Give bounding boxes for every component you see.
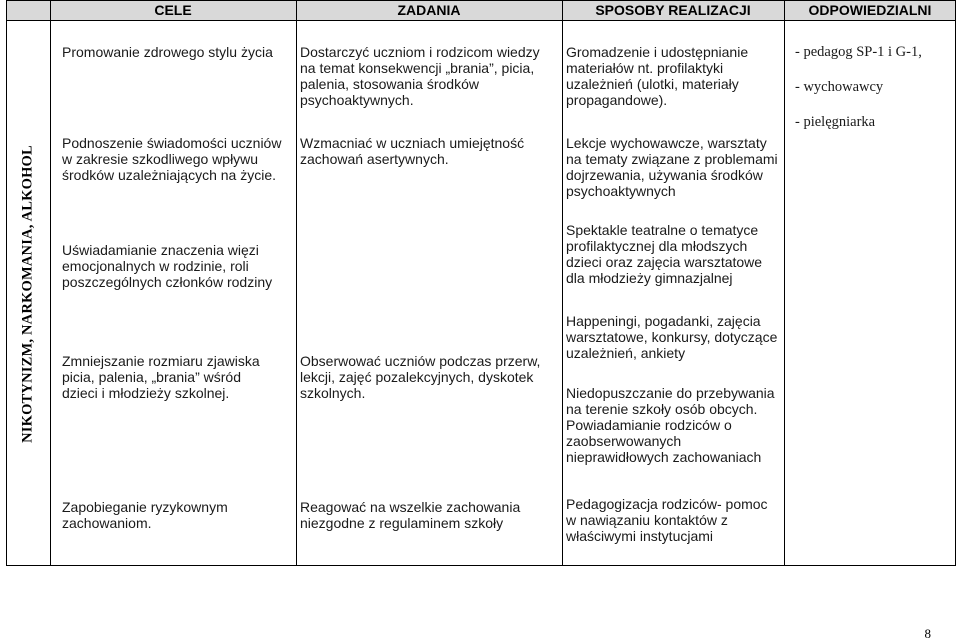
sposob-1: Gromadzenie i udostępnianie materiałów nt. profilaktyki uzależnień (ulotki, materiały propagandowe).	[566, 44, 749, 108]
plan-table	[6, 0, 956, 566]
grid-line	[50, 0, 51, 566]
odpowiedzialny-3: - pielęgniarka	[795, 114, 876, 130]
cel-4: Zmniejszanie rozmiaru zjawiska picia, palenia, „brania” wśród dzieci i młodzieży szkolnej.	[62, 353, 260, 401]
grid-line	[955, 0, 956, 566]
grid-line	[296, 0, 297, 566]
cel-1: Promowanie zdrowego stylu życia	[62, 44, 273, 60]
zadanie-1: Dostarczyć uczniom i rodzicom wiedzy na temat konsekwencji „brania”, picia, palenia, stosowania środków psychoaktywnych.	[300, 44, 540, 108]
zadanie-2: Wzmacniać w uczniach umiejętność zachowań asertywnych.	[300, 135, 525, 167]
zadanie-3: Obserwować uczniów podczas przerw, lekcji, zajęć pozalekcyjnych, dyskotek szkolnych.	[300, 353, 541, 401]
odpowiedzialny-1: - pedagog SP-1 i G-1,	[795, 44, 922, 60]
sposob-5: Niedopuszczanie do przebywania na terenie szkoły osób obcych. Powiadamianie rodziców o zaobserwowanych nieprawidłowych zachowaniach	[566, 385, 775, 465]
header-cele: CELE	[154, 2, 192, 18]
zadanie-4: Reagować na wszelkie zachowania niezgodne z regulaminem szkoły	[300, 499, 521, 531]
grid-line	[562, 0, 563, 566]
side-label-cell	[6, 21, 50, 566]
sposob-3: Spektakle teatralne o tematyce profilaktycznej dla młodszych dzieci oraz zajęcia warsztatowe dla młodzieży gimnazjalnej	[566, 222, 763, 286]
header-sposoby: SPOSOBY REALIZACJI	[595, 2, 751, 18]
odpowiedzialny-2: - wychowawcy	[795, 79, 884, 95]
header-odpowiedzialni: ODPOWIEDZIALNI	[808, 2, 932, 18]
header-zadania: ZADANIA	[397, 2, 461, 18]
sposob-2: Lekcje wychowawcze, warsztaty na tematy związane z problemami dojrzewania, używania środków psychoaktywnych	[566, 135, 778, 199]
sposob-4: Happeningi, pogadanki, zajęcia warsztatowe, konkursy, dotyczące uzależnień, ankiety	[566, 313, 778, 361]
sposob-6: Pedagogizacja rodziców- pomoc w nawiązaniu kontaktów z właściwymi instytucjami	[566, 496, 768, 544]
side-label: NIKOTYNIZM, NARKOMANIA, ALKOHOL	[19, 144, 36, 443]
cel-3: Uświadamianie znaczenia więzi emocjonalnych w rodzinie, roli poszczególnych członków rodziny	[62, 242, 273, 290]
page-number: 8	[924, 626, 931, 641]
cel-2: Podnoszenie świadomości uczniów w zakresie szkodliwego wpływu środków uzależniających na życie.	[62, 135, 282, 183]
grid-line	[6, 565, 956, 566]
cel-5: Zapobieganie ryzykownym zachowaniom.	[62, 499, 228, 531]
grid-line	[784, 0, 785, 566]
